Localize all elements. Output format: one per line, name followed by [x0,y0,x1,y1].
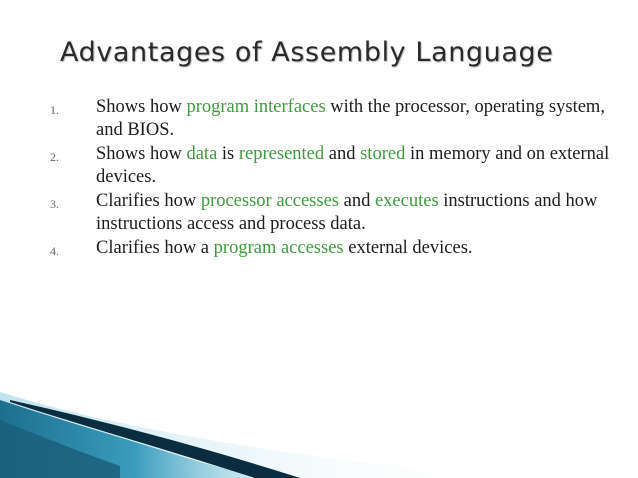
highlight-text: executes [374,191,439,211]
item-text: external devices. [343,238,473,258]
item-text: Clarifies how a [96,238,214,258]
list-number: 3. [50,197,59,211]
item-text: and [324,144,361,164]
item-text: with the processor, operating system, and BIOS. [96,97,605,140]
highlight-text: processor accesses [200,191,339,211]
highlight-text: stored [360,144,406,164]
list-number: 2. [50,150,59,164]
slide-title: Advantages of Assembly Language [60,37,554,68]
highlight-text: represented [238,144,325,164]
highlight-text: program accesses [213,238,344,258]
item-text: and [338,191,375,211]
item-text: is [217,144,239,164]
highlight-text: data [186,144,218,164]
item-text: Clarifies how [96,191,201,211]
list-number: 1. [50,103,59,117]
item-text: Shows how [96,144,187,164]
item-text: instructions and how instructions access and process data. [96,191,598,234]
list-number: 4. [50,244,59,258]
highlight-text: program interfaces [186,97,326,117]
item-text: in memory and on external devices. [96,144,610,187]
item-text: Shows how [96,97,187,117]
